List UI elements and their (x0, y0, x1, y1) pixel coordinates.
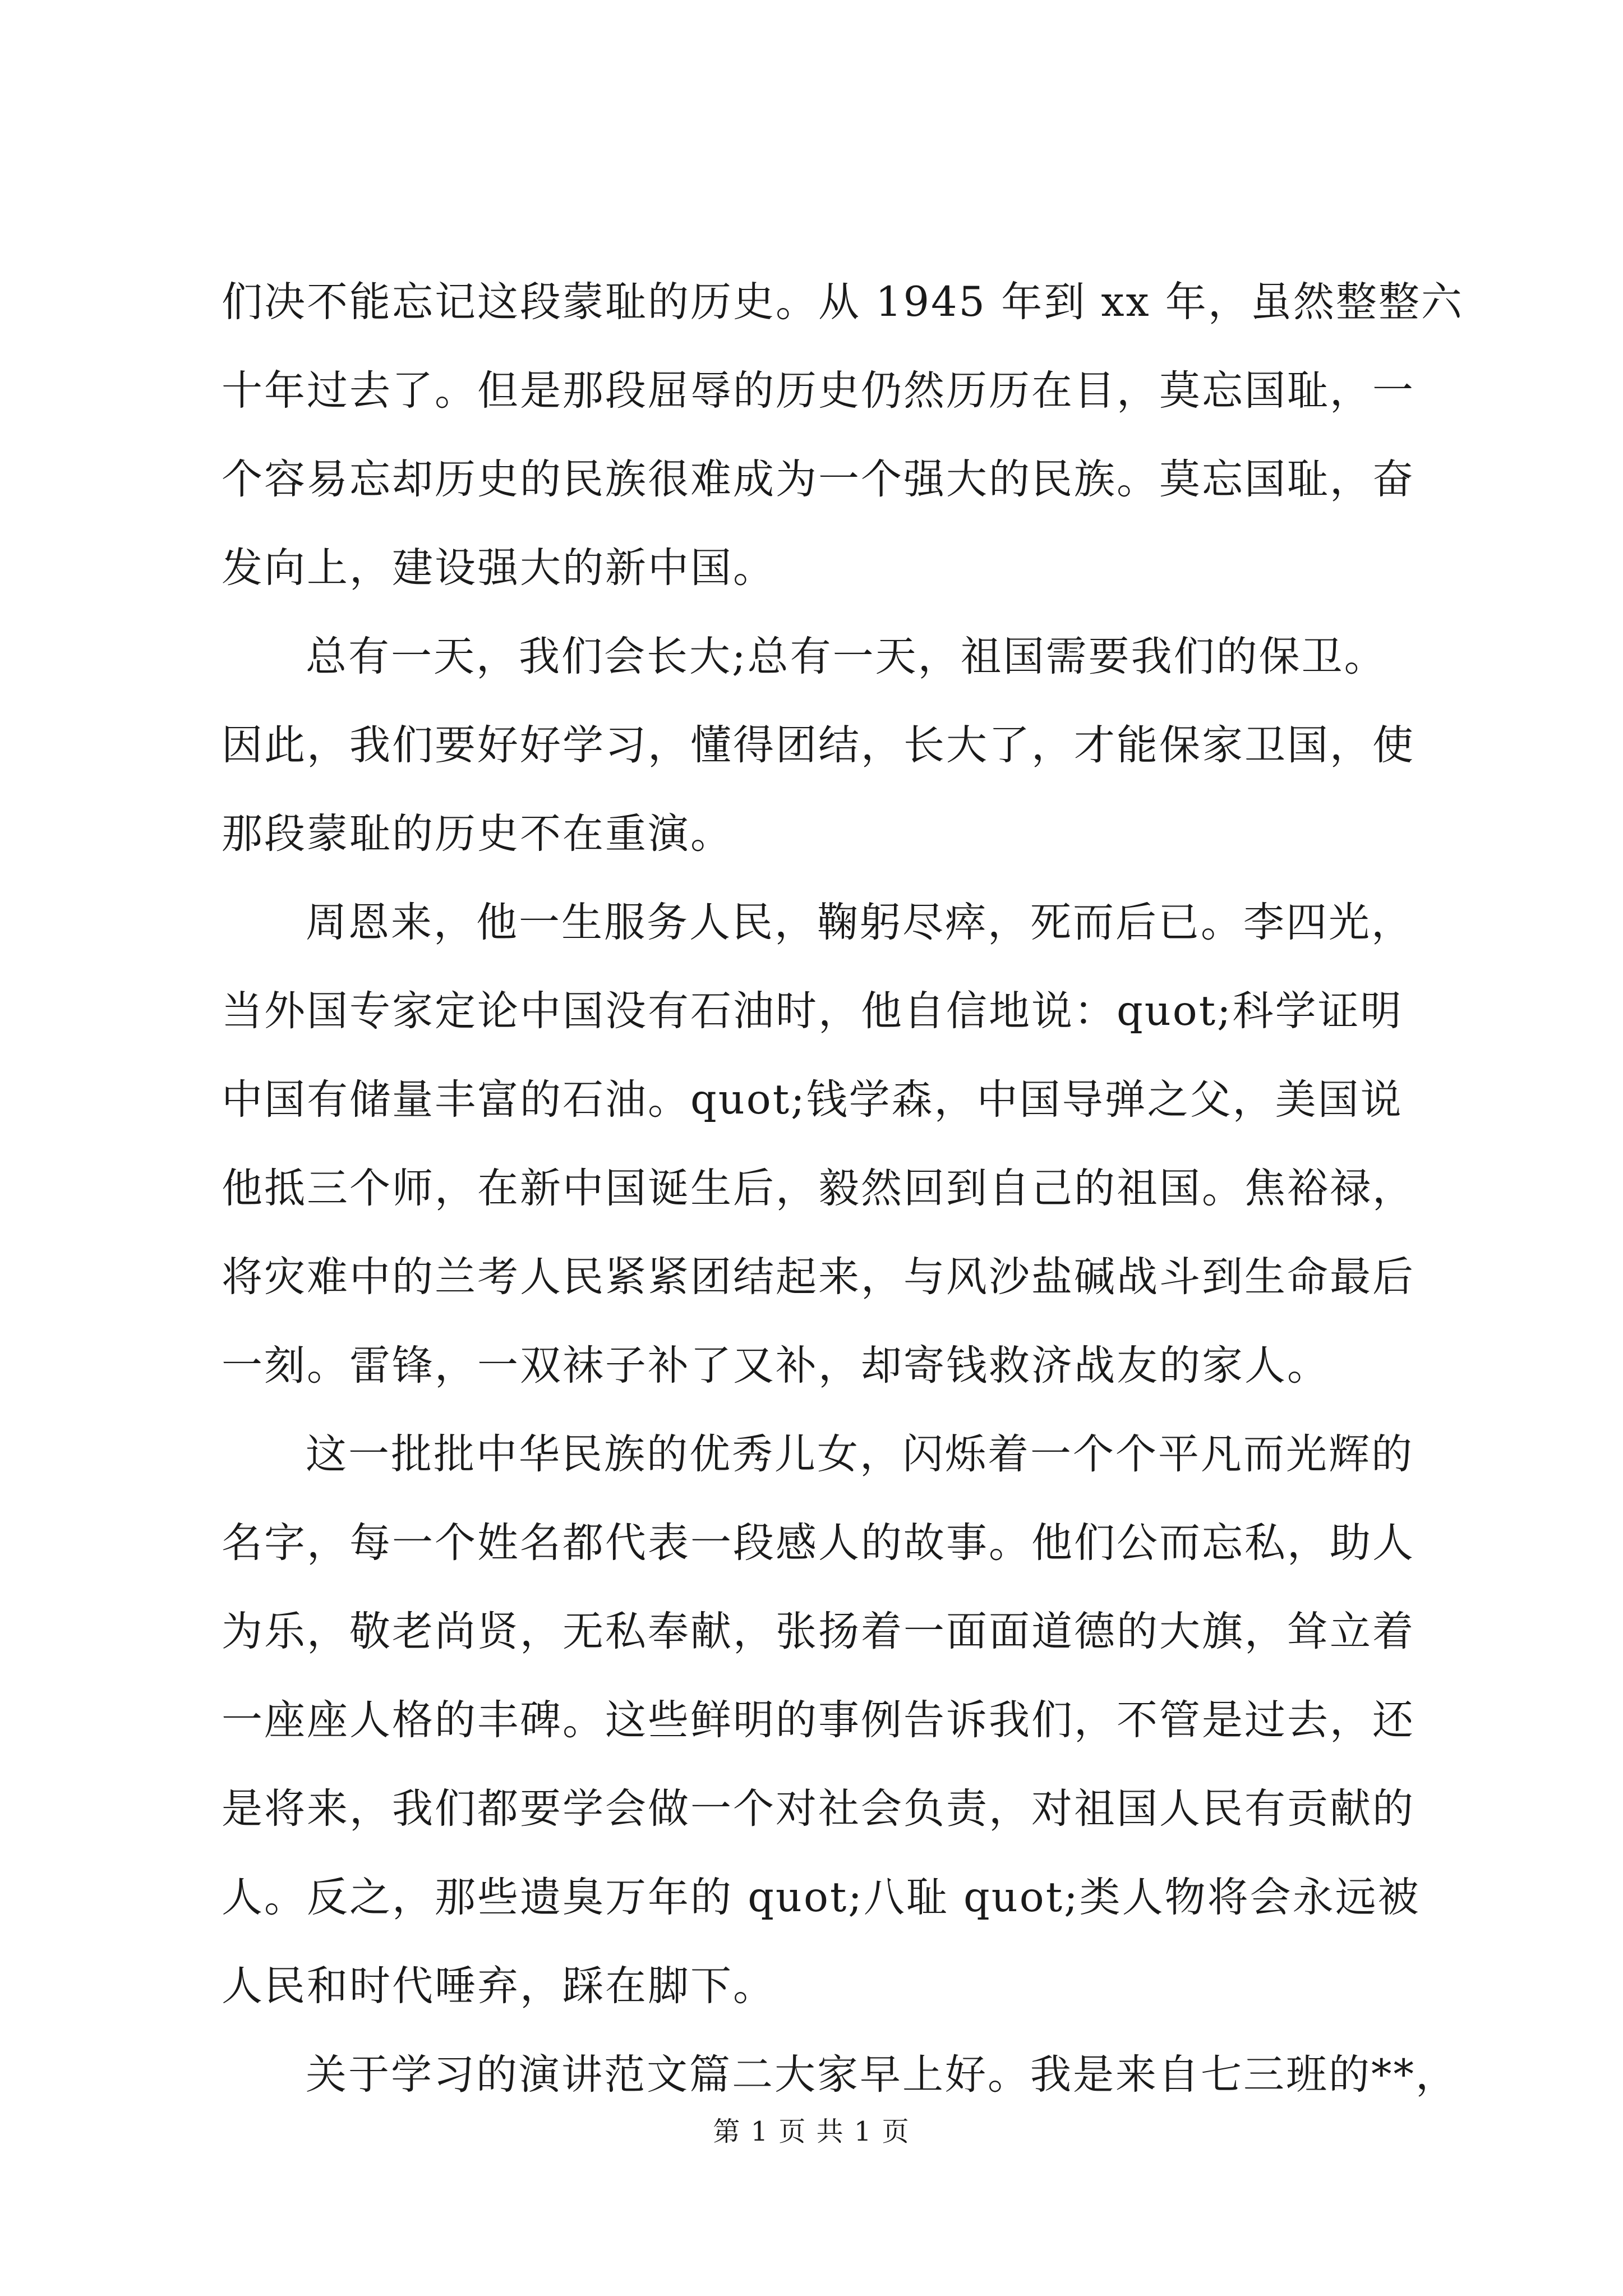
text-line: 当外国专家定论中国没有石油时，他自信地说：quot;科学证明 (222, 987, 1403, 1035)
page-footer (0, 2115, 1623, 2148)
text-line: 人。反之，那些遗臭万年的 quot;八耻 quot;类人物将会永远被 (222, 1874, 1421, 1921)
text-line: 们决不能忘记这段蒙耻的历史。从 1945 年到 xx 年，虽然整整六 (222, 278, 1464, 326)
paragraph-start-line: 总有一天，我们会长大;总有一天，祖国需要我们的保卫。 (306, 633, 1387, 680)
paragraph-start-line: 这一批批中华民族的优秀儿女，闪烁着一个个平凡而光辉的 (306, 1430, 1414, 1478)
paragraph-start-line: 周恩来，他一生服务人民，鞠躬尽瘁，死而后已。李四光， (306, 899, 1414, 946)
text-line: 中国有储量丰富的石油。quot;钱学森，中国导弹之父，美国说 (222, 1076, 1403, 1124)
text-line: 将灾难中的兰考人民紧紧团结起来，与风沙盐碱战斗到生命最后 (222, 1253, 1415, 1301)
text-line: 他抵三个师，在新中国诞生后，毅然回到自己的祖国。焦裕禄， (222, 1165, 1415, 1212)
text-line: 十年过去了。但是那段屈辱的历史仍然历历在目，莫忘国耻，一 (222, 367, 1415, 415)
paragraph-start-line: 关于学习的演讲范文篇二大家早上好。我是来自七三班的**， (306, 2051, 1458, 2099)
page-number: 第 1 页 共 1 页 (713, 2116, 910, 2147)
text-line: 人民和时代唾弃，踩在脚下。 (222, 1962, 776, 2010)
text-line: 是将来，我们都要学会做一个对社会负责，对祖国人民有贡献的 (222, 1785, 1415, 1833)
text-line: 发向上，建设强大的新中国。 (222, 544, 776, 592)
text-line: 那段蒙耻的历史不在重演。 (222, 810, 733, 858)
text-line: 为乐，敬老尚贤，无私奉献，张扬着一面面道德的大旗，耸立着 (222, 1608, 1415, 1655)
text-line: 一座座人格的丰碑。这些鲜明的事例告诉我们，不管是过去，还 (222, 1696, 1415, 1744)
text-line: 一刻。雷锋，一双袜子补了又补，却寄钱救济战友的家人。 (222, 1342, 1330, 1389)
text-line: 因此，我们要好好学习，懂得团结，长大了，才能保家卫国，使 (222, 721, 1415, 769)
document-body (222, 258, 1464, 2119)
text-line: 个容易忘却历史的民族很难成为一个强大的民族。莫忘国耻，奋 (222, 455, 1415, 503)
text-line: 名字，每一个姓名都代表一段感人的故事。他们公而忘私，助人 (222, 1519, 1415, 1567)
